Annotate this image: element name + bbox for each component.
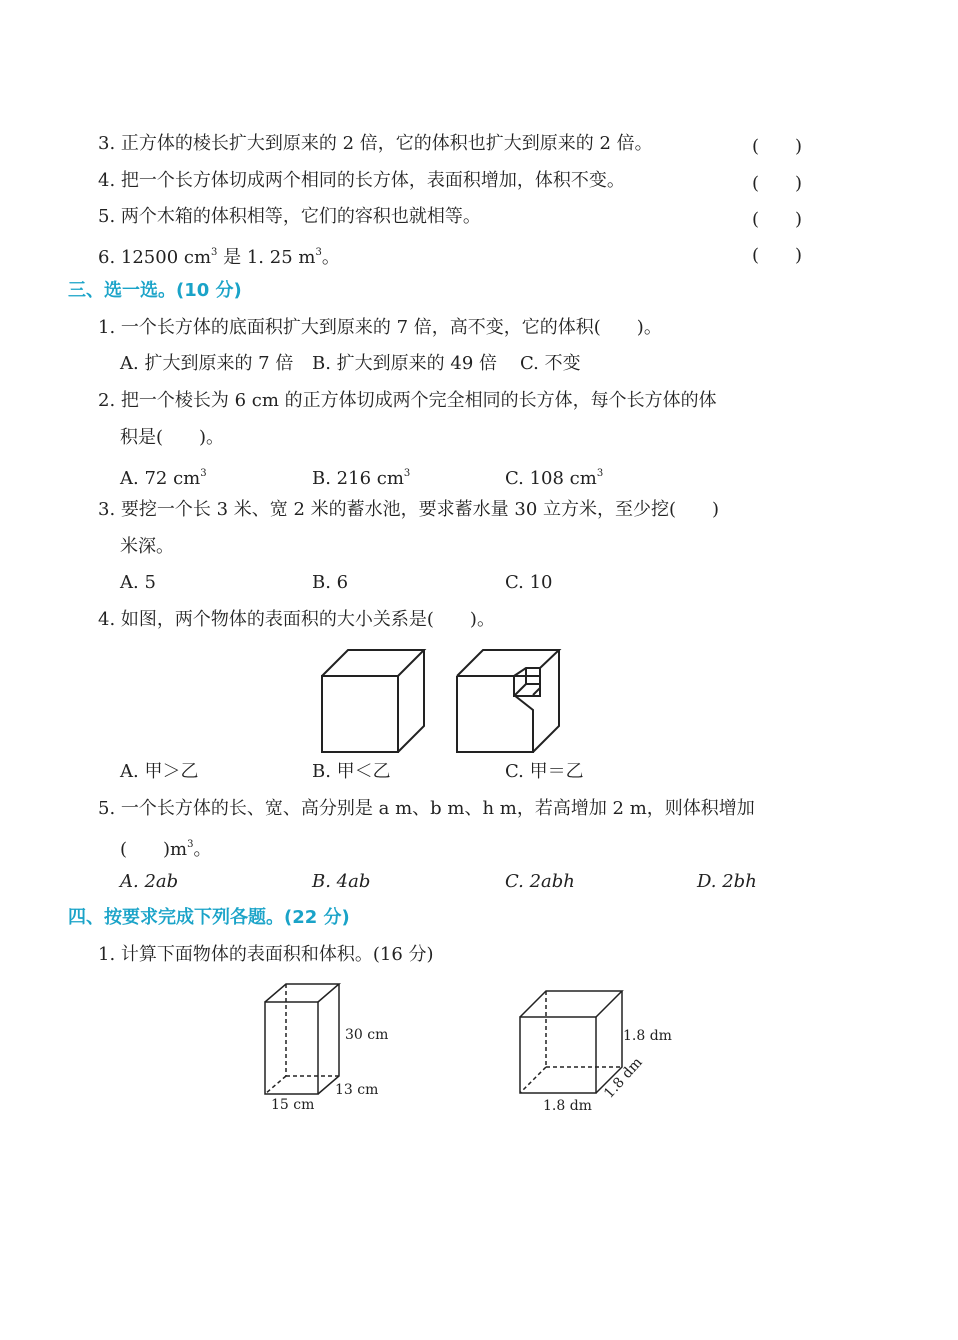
width-label: 1.8 dm — [601, 1054, 646, 1102]
choice-q1-stem: 1. 一个长方体的底面积扩大到原来的 7 倍，高不变，它的体积( )。 — [98, 317, 662, 338]
choice-q4-stem: 4. 如图，两个物体的表面积的大小关系是( )。 — [98, 609, 495, 630]
choice-q2-stem: 2. 把一个棱长为 6 cm 的正方体切成两个完全相同的长方体，每个长方体的体 — [98, 390, 717, 411]
option-d[interactable]: D. 2bh — [697, 871, 757, 892]
section-title-3: 三、选一选。(10 分) — [68, 280, 242, 301]
choice-q5-stem-cont: ( )$m^3$。 — [120, 839, 212, 860]
cubes-figure — [300, 640, 580, 760]
option-c[interactable]: C. 10 — [505, 572, 553, 593]
option-a[interactable]: A. 甲＞乙 — [120, 761, 199, 782]
judge-item-4: 4. 把一个长方体切成两个相同的长方体，表面积增加，体积不变。 — [98, 170, 625, 191]
choice-q3-stem: 3. 要挖一个长 3 米、宽 2 米的蓄水池，要求蓄水量 30 立方米，至少挖( ) — [98, 499, 720, 520]
choice-q3-stem-cont: 米深。 — [120, 536, 174, 557]
choice-q5-stem: 5. 一个长方体的长、宽、高分别是 a m、b m、h m，若高增加 2 m，则体积增加 — [98, 798, 755, 819]
section-title-4: 四、按要求完成下列各题。(22 分) — [68, 907, 350, 928]
option-a[interactable]: A. 72 $cm^3$ — [120, 468, 207, 489]
answer-paren[interactable]: ( ) — [752, 209, 803, 230]
judge-item-5: 5. 两个木箱的体积相等，它们的容积也就相等。 — [98, 206, 481, 227]
height-label: 30 cm — [345, 1027, 389, 1043]
option-b[interactable]: B. 甲＜乙 — [312, 761, 391, 782]
option-c[interactable]: C. 108 $cm^3$ — [505, 468, 604, 489]
option-c[interactable]: C. 2abh — [505, 871, 575, 892]
cube-side-face — [398, 650, 424, 752]
option-a[interactable]: A. 2ab — [120, 871, 179, 892]
length-label: 15 cm — [271, 1097, 315, 1113]
option-b[interactable]: B. 扩大到原来的 49 倍 — [312, 353, 498, 374]
option-c[interactable]: C. 甲＝乙 — [505, 761, 584, 782]
option-a[interactable]: A. 5 — [120, 572, 156, 593]
width-label: 13 cm — [335, 1082, 379, 1098]
option-b[interactable]: B. 6 — [312, 572, 349, 593]
answer-paren[interactable]: ( ) — [752, 245, 803, 266]
length-label: 1.8 dm — [543, 1098, 592, 1114]
judge-item-6: 6. 12500 $cm^3$ 是 1. 25 $m^3$。 — [98, 247, 340, 268]
cube-figure — [510, 985, 685, 1120]
option-c[interactable]: C. 不变 — [520, 353, 581, 374]
option-b[interactable]: B. 4ab — [312, 871, 371, 892]
calc-q1-stem: 1. 计算下面物体的表面积和体积。(16 分) — [98, 944, 434, 965]
cube-top-face — [322, 650, 424, 676]
cube-front-face — [322, 676, 398, 752]
judge-item-3: 3. 正方体的棱长扩大到原来的 2 倍，它的体积也扩大到原来的 2 倍。 — [98, 133, 653, 154]
option-b[interactable]: B. 216 $cm^3$ — [312, 468, 411, 489]
choice-q2-stem-cont: 积是( )。 — [120, 427, 225, 448]
height-label: 1.8 dm — [623, 1028, 672, 1044]
answer-paren[interactable]: ( ) — [752, 136, 803, 157]
cuboid-figure — [255, 980, 405, 1115]
option-a[interactable]: A. 扩大到原来的 7 倍 — [120, 353, 294, 374]
answer-paren[interactable]: ( ) — [752, 173, 803, 194]
